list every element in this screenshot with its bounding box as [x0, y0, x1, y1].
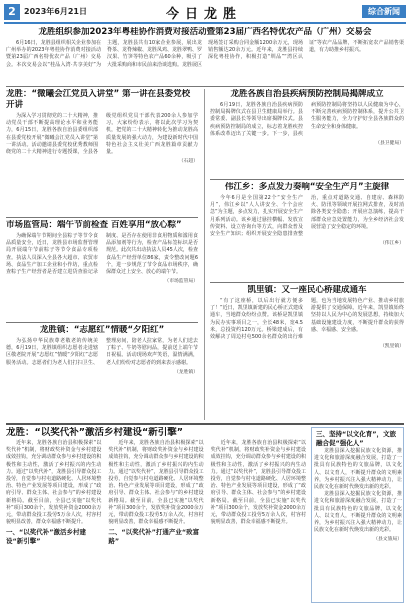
divider — [6, 423, 404, 425]
divider — [6, 322, 198, 323]
article-3-byline: （市场监管局） — [164, 279, 198, 285]
article-3-headline: 市场监管局：端午节前检查 百姓享用“放心粽” — [6, 220, 182, 230]
article-2 — [6, 89, 198, 215]
article-7 — [210, 285, 404, 420]
article-8-columns — [6, 440, 306, 546]
divider — [210, 282, 404, 283]
article-7-body: “有了这座桥，以后出行就方便多了！”近日，凯里镇新建的民心桥正式建成通车，当地群众纷纷点赞。该桥是凯里镇为民办实事项目之一，全长48米，宽4.5米，总投资约120万元。桥梁建成后，有效解决了周边村屯500余名群众的出行难题，也为当地发展特色产业、推动乡村旅游提供了交通保障。近年来，凯里镇始终坚持以人民为中心的发展思想，持续加大基础设施建设力度，不断提升群众的获得感、幸福感、安全感。 — [210, 298, 404, 341]
article-4-body: 为弘扬中华民族尊老敬老的传统美德，6月19日，龙胜镇组织志愿者走进辖区敬老院开展“志愿红”情暖“夕阳红”志愿服务活动。志愿者们为老人们打扫卫生、整理房间，陪老人拉家常，为老人们送去了粽子、牛奶等慰问品，提前送上端午节日祝福。活动现场欢声笑语，温情满满，老人们纷纷对志愿者的到来表示感谢。 — [6, 338, 198, 366]
article-5 — [210, 89, 404, 177]
article-1-body: 6月16日，龙胜县组织相关企业参加在广州举办的2023年粤桂协作消费对接活动暨第23届广西名特优农产品（广州）交易会。本次交易会以“桂品入湾·共享美好”为主题，龙胜县共有10家企业参展，展出龙脊茶、龙脊辣椒、龙胜凤鸡、龙胜翠鸭、罗汉果、竹笋等特色农产品60余种，吸引了大批采购商和市民前来洽谈选购。龙胜展区现场签订采购合同金额1200余万元，现场销售额达20余万元。近年来，龙胜县持续深化粤桂协作，积极打造“圳品”“湾区认证”等农产品品牌，不断拓宽农产品销售渠道，有力助推乡村振兴。 — [6, 40, 404, 68]
article-2-byline: （石超） — [178, 159, 198, 165]
divider — [6, 86, 404, 87]
column-divider — [204, 89, 205, 420]
article-7-byline: （凯里镇） — [380, 344, 404, 350]
article-6-headline: 伟江乡：多点发力奏响“安全生产月”主旋律 — [224, 182, 390, 192]
article-4 — [6, 325, 198, 420]
section-tag: 综合新闻 — [362, 5, 406, 18]
article-8 — [6, 427, 306, 603]
article-8-body: 近年来，龙胜各族自治县积极探索“以奖代补”机制，将财政奖补资金与乡村建设成效挂钩，充分调动群众参与乡村建设的积极性和主动性，激活了乡村振兴的内生动力。通过“以奖代补”，龙胜县引导群众投工投劳，自觉参与村屯道路硬化、人居环境整治、特色产业发展等项目建设，形成了“政府引导、群众主体、社会参与”的乡村建设新格局。截至目前，全县已实施“以奖代补”项目300余个，发放奖补资金2000余万元，带动群众投工投劳5万余人次，村容村貌明显改善，群众幸福感不断提升。 — [210, 440, 306, 526]
article-4-byline: （龙胜镇） — [174, 369, 198, 375]
article-9-headline: 三、坚持“以文化育”，文旅融合促“强化人” — [316, 430, 397, 447]
article-8-body: 近年来，龙胜各族自治县积极探索“以奖代补”机制，将财政奖补资金与乡村建设成效挂钩，充分调动群众参与乡村建设的积极性和主动性，激活了乡村振兴的内生动力。通过“以奖代补”，龙胜县引导群众投工投劳，自觉参与村屯道路硬化、人居环境整治、特色产业发展等项目建设，形成了“政府引导、群众主体、社会参与”的乡村建设新格局。截至目前，全县已实施“以奖代补”项目300余个，发放奖补资金2000余万元，带动群众投工投劳5万余人次，村容村貌明显改善，群众幸福感不断提升。 — [6, 440, 102, 526]
divider — [6, 217, 198, 218]
article-9 — [314, 429, 402, 601]
article-9-body: 龙胜县深入挖掘民族文化资源，推进文化和旅游深度融合发展，打造了一批具有民族特色的文旅品牌，以文化人、以文育人，不断提升群众的文明素养，为乡村振兴注入强大精神动力，让民族文化在新时代焕发出新的光彩。 — [314, 448, 402, 491]
article-3-body: 为确保端午节期间全县粽子等节令食品质量安全，近日，龙胜县市场监督管理局开展端午节前粽子等节令食品专项检查。执法人员深入全县各大超市、农贸市场、食品生产加工企业和小作坊，重点检查粽子生产经营者是否建立进货查验记录制度、是否存在使用非食用物质和滥用食品添加剂等行为，检查产品标签标识是否规范。此次共出动执法人员45人次，检查食品生产经营单位86家，责令整改问题6个，进一步规范了节令食品市场秩序，确保群众过上安全、放心的端午节。 — [6, 233, 198, 276]
article-5-body: 6月19日，龙胜各族自治县疾病预防控制局揭牌仪式在县卫生健康局举行。县委常委、副县长等领导出席揭牌仪式。县疾病预防控制局的成立，标志着龙胜疾控体系改革迈出了关键一步。下一步，县疾病预防控制局将坚持以人民健康为中心，不断完善疾病预防控制体系，提升公共卫生服务能力，全力守护好全县各族群众的生命安全和身体健康。 — [210, 102, 404, 137]
article-8-body: 近年来，龙胜各族自治县积极探索“以奖代补”机制，将财政奖补资金与乡村建设成效挂钩，充分调动群众参与乡村建设的积极性和主动性，激活了乡村振兴的内生动力。通过“以奖代补”，龙胜县引导群众投工投劳，自觉参与村屯道路硬化、人居环境整治、特色产业发展等项目建设，形成了“政府引导、群众主体、社会参与”的乡村建设新格局。截至目前，全县已实施“以奖代补”项目300余个，发放奖补资金2000余万元，带动群众投工投劳5万余人次，村容村貌明显改善，群众幸福感不断提升。 — [108, 440, 204, 526]
article-4-headline: 龙胜镇：“志愿红”情暖“夕阳红” — [39, 325, 165, 335]
article-6-byline: （伟江乡） — [380, 241, 404, 247]
paper-name: 今日龙胜 — [165, 7, 242, 22]
article-3 — [6, 220, 198, 320]
article-9-byline: （县文旅局） — [373, 537, 402, 543]
masthead — [4, 3, 406, 21]
article-8-subtitle-1: 一、“以奖代补”激活乡村建设“新引擎” — [6, 528, 87, 546]
article-8-headline: 龙胜：“以奖代补”激活乡村建设“新引擎” — [6, 427, 183, 438]
article-2-headline: 龙胜：“微曦会江党员入讲堂” 第一讲在县委党校开讲 — [6, 89, 191, 110]
article-6 — [210, 182, 404, 280]
article-8-subtitle-2: 二、“以奖代补”打通产业“致富路” — [108, 528, 200, 546]
article-7-headline: 凯里镇：又一座民心桥建成通车 — [247, 285, 367, 295]
article-2-body: 为深入学习贯彻党的二十大精神，推动党员干部不断提高理论水平和业务能力，6月15日，龙胜各族自治县委组织部在县委党校开展“微曦会江党员入讲堂”第一讲活动。活动邀请县委党校优秀教师围绕党的二十大精神进行专题授课，全县各级党组织党员干部代表200余人参加学习。大家纷纷表示，将以此次学习为契机，把党的二十大精神转化为推动龙胜高质量发展的强大动力，为建设新时代中国特色社会主义壮美广西龙胜篇章贡献力量。 — [6, 113, 198, 156]
article-5-byline: （县卫健局） — [375, 141, 404, 147]
article-6-body: 今年6月是全国第22个“安全生产月”，伟江乡以“人人讲安全、个个会应急”为主题，多点发力，扎实开展安全生产月系列活动。该乡通过悬挂横幅、发放宣传资料、设立咨询台等方式，向群众普及安全生产知识；组织开展安全隐患排查整治，重点对道路交通、自建房、森林防火、防汛等领域开展拉网式排查，及时消除各类安全隐患；开展应急演练，提高干部群众应急处置能力，为全乡经济社会发展营造了安全稳定的环境。 — [210, 195, 404, 238]
page-number-badge: 2 — [4, 4, 20, 20]
article-9-body: 龙胜县深入挖掘民族文化资源，推进文化和旅游深度融合发展，打造了一批具有民族特色的文旅品牌，以文化人、以文育人，不断提升群众的文明素养，为乡村振兴注入强大精神动力，让民族文化在新时代焕发出新的光彩。 — [314, 491, 402, 534]
masthead-rule — [4, 22, 406, 24]
divider — [210, 179, 404, 180]
article-1-headline: 龙胜组织参加2023年粤桂协作消费对接活动暨第23届广西名特优农产品（广州）交易会 — [38, 27, 372, 37]
article-5-headline: 龙胜各族自治县疾病预防控制局揭牌成立 — [230, 89, 384, 99]
article-1 — [6, 27, 404, 83]
issue-date: 2023年6月21日 — [24, 7, 87, 16]
